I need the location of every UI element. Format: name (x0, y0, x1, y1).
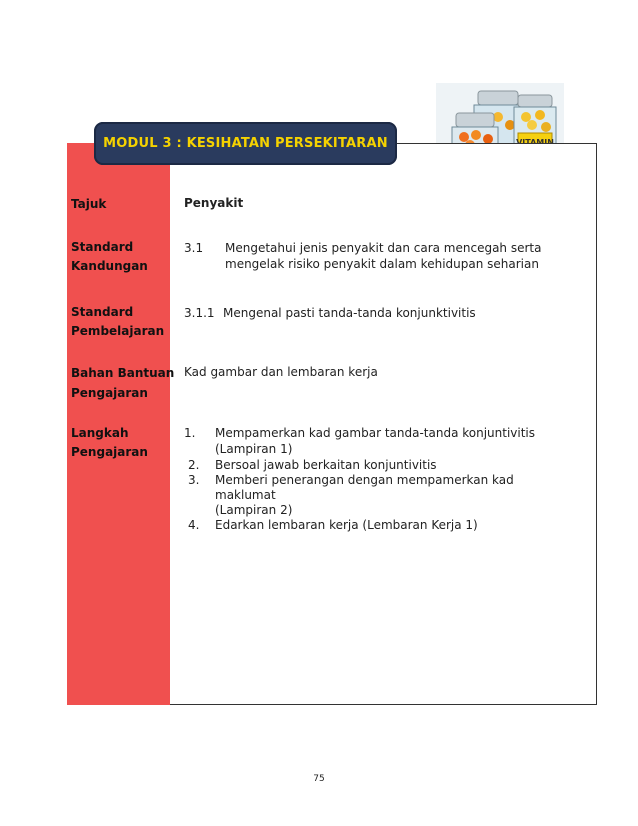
page-number: 75 (313, 774, 325, 784)
step-text: (Lampiran 1) (215, 442, 293, 456)
step-number: 1. (184, 426, 196, 440)
label-standard-kandungan-2: Kandungan (71, 259, 148, 273)
step-text: Bersoal jawab berkaitan konjuntivitis (215, 458, 437, 472)
label-standard-kandungan-1: Standard (71, 240, 134, 254)
label-tajuk: Tajuk (71, 197, 107, 211)
module-title: MODUL 3 : KESIHATAN PERSEKITARAN (103, 136, 388, 151)
label-langkah-1: Langkah (71, 426, 129, 440)
label-standard-pembelajaran-2: Pembelajaran (71, 324, 165, 338)
step-number: 2. (188, 458, 200, 472)
step-text: (Lampiran 2) (215, 503, 293, 517)
standard-pembelajaran-text: Mengenal pasti tanda-tanda konjunktivitis (223, 306, 476, 320)
step-number: 3. (188, 473, 200, 487)
step-text: Mempamerkan kad gambar tanda-tanda konjuntivitis (215, 426, 536, 440)
label-standard-pembelajaran-1: Standard (71, 305, 134, 319)
standard-kandungan-number: 3.1 (184, 241, 204, 255)
standard-pembelajaran-number: 3.1.1 (184, 306, 215, 320)
value-tajuk: Penyakit (184, 196, 244, 210)
step-text: Edarkan lembaran kerja (Lembaran Kerja 1) (215, 518, 478, 532)
bahan-bantuan-value: Kad gambar dan lembaran kerja (184, 365, 378, 379)
standard-kandungan-text-2: mengelak risiko penyakit dalam kehidupan seharian (225, 257, 539, 271)
step-number: 4. (188, 518, 200, 532)
step-text: maklumat (215, 488, 276, 502)
module-title-bar (94, 122, 397, 165)
step-text: Memberi penerangan dengan mempamerkan kad (215, 473, 514, 487)
label-langkah-2: Pengajaran (71, 445, 148, 459)
label-bahan-bantuan-1: Bahan Bantuan (71, 366, 175, 380)
label-bahan-bantuan-2: Pengajaran (71, 386, 148, 400)
standard-kandungan-text-1: Mengetahui jenis penyakit dan cara mencegah serta (225, 241, 542, 255)
